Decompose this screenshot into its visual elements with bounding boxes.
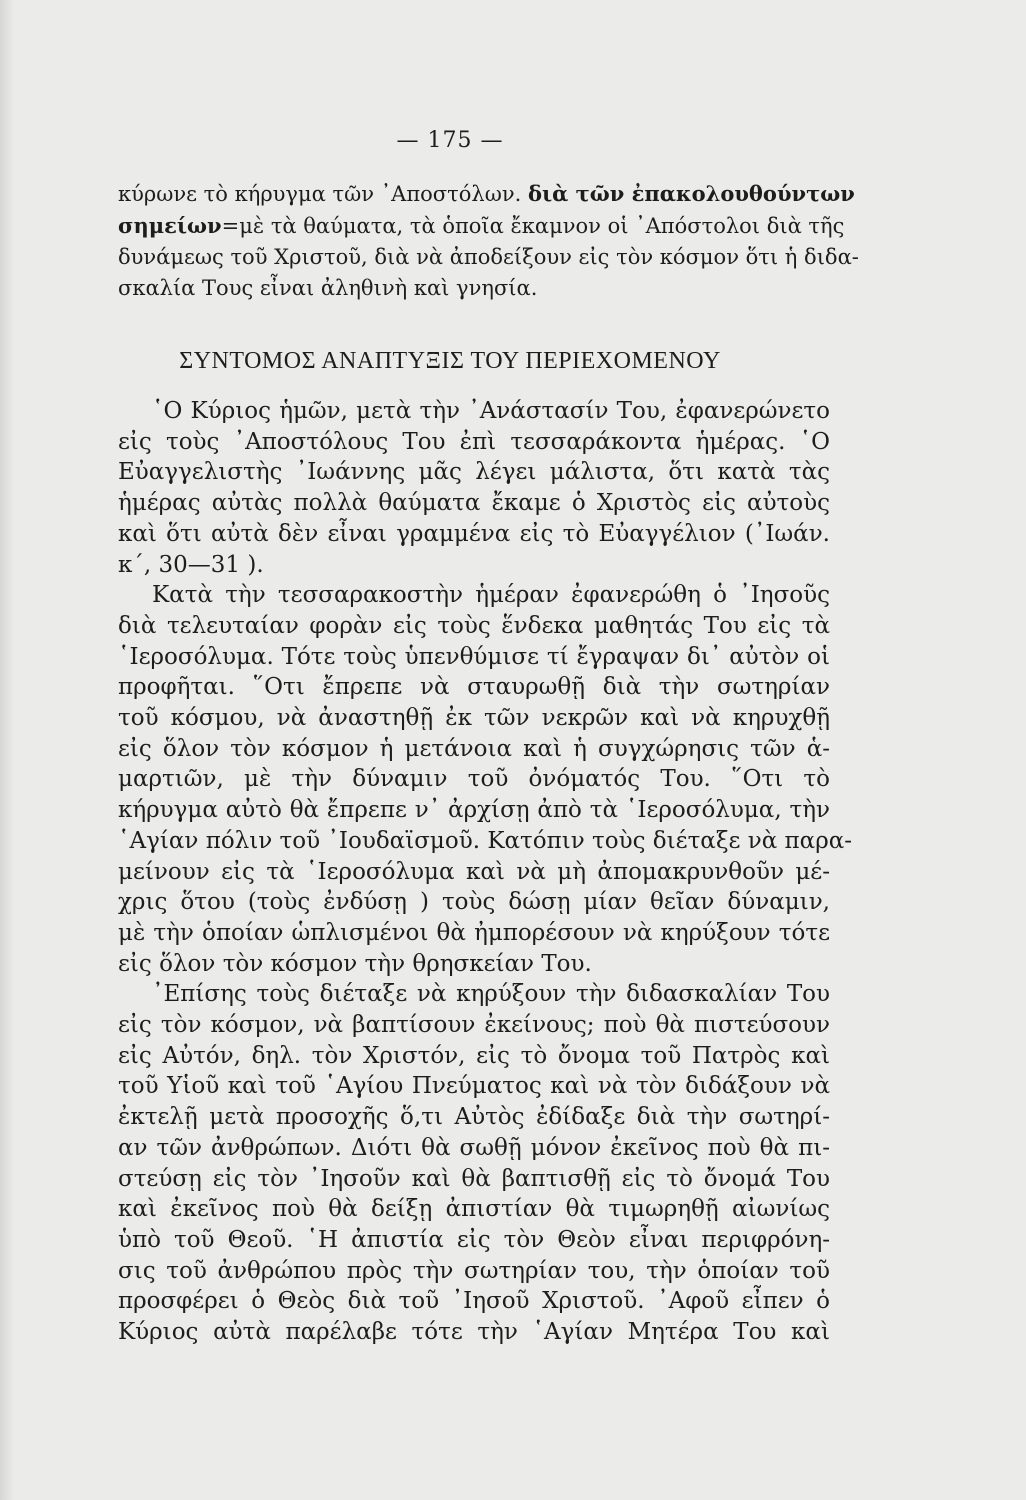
body-line: εἰς ὅλον τὸν κόσμον τὴν θρησκείαν Του. bbox=[118, 950, 592, 977]
body-line: εἰς ὅλον τὸν κόσμον ἡ μετάνοια καὶ ἡ συγχώρησις τῶν ἁ- bbox=[118, 735, 830, 762]
intro-line-1 bbox=[118, 178, 855, 210]
body-line: προφῆται. ῞Οτι ἔπρεπε νὰ σταυρωθῇ διὰ τὴν σωτηρίαν bbox=[118, 674, 830, 701]
body-line: ἐκτελῇ μετὰ προσοχῆς ὅ,τι Αὐτὸς ἐδίδαξε διὰ τὴν σωτηρί- bbox=[118, 1104, 830, 1131]
body-line: καὶ ἐκεῖνος ποὺ θὰ δείξῃ ἀπιστίαν θὰ τιμωρηθῇ αἰωνίως bbox=[118, 1196, 830, 1223]
body-line: μείνουν εἰς τὰ ῾Ιεροσόλυμα καὶ νὰ μὴ ἀπομακρυνθοῦν μέ- bbox=[118, 858, 830, 885]
intro-line-2-normal: =μὲ τὰ θαύματα, τὰ ὁποῖα ἔκαμνον οἱ ᾿Απόστολοι διὰ τῆς bbox=[221, 214, 845, 238]
body-line: σις τοῦ ἀνθρώπου πρὸς τὴν σωτηρίαν του, τὴν ὁποίαν τοῦ bbox=[118, 1257, 830, 1284]
body-line: χρις ὅτου (τοὺς ἐνδύσῃ ) τοὺς δώσῃ μίαν θεῖαν δύναμιν, bbox=[118, 889, 830, 916]
body-line: στεύσῃ εἰς τὸν ᾿Ιησοῦν καὶ θὰ βαπτισθῇ εἰς τὸ ὄνομά Του bbox=[118, 1165, 830, 1192]
body-line: ῾Ιεροσόλυμα. Τότε τοὺς ὑπενθύμισε τί ἔγραψαν δι᾿ αὐτὸν οἱ bbox=[118, 643, 830, 670]
body-line: ἡμέρας αὐτὰς πολλὰ θαύματα ἔκαμε ὁ Χριστὸς εἰς αὐτοὺς bbox=[118, 490, 830, 517]
intro-line-2-bold: σημείων bbox=[118, 213, 222, 238]
intro-line-2 bbox=[118, 210, 845, 242]
body-line: καὶ ὅτι αὐτὰ δὲν εἶναι γραμμένα εἰς τὸ Εὐαγγέλιον (᾿Ιωάν. bbox=[118, 520, 830, 547]
body-line: ῾Ο Κύριος ἡμῶν, μετὰ τὴν ᾿Ανάστασίν Του, ἐφανερώνετο bbox=[152, 398, 830, 424]
body-line: Εὐαγγελιστὴς ᾿Ιωάννης μᾶς λέγει μάλιστα, ὅτι κατὰ τὰς bbox=[118, 459, 830, 486]
body-line: μαρτιῶν, μὲ τὴν δύναμιν τοῦ ὀνόματός Του. ῞Οτι τὸ bbox=[118, 766, 830, 793]
intro-line-1-bold: διὰ τῶν ἐπακολουθούντων bbox=[527, 181, 855, 206]
intro-line-3: δυνάμεως τοῦ Χριστοῦ, διὰ νὰ ἀποδείξουν εἰς τὸν κόσμον ὅτι ἡ διδα- bbox=[118, 245, 859, 269]
intro-line-1-normal: κύρωνε τὸ κήρυγμα τῶν ᾿Αποστόλων. bbox=[118, 182, 528, 206]
body-line: αν τῶν ἀνθρώπων. Διότι θὰ σωθῇ μόνον ἐκεῖνος ποὺ θὰ πι- bbox=[118, 1134, 830, 1161]
body-line: εἰς Αὐτόν, δηλ. τὸν Χριστόν, εἰς τὸ ὄνομα τοῦ Πατρὸς καὶ bbox=[118, 1042, 830, 1069]
body-line: ὑπὸ τοῦ Θεοῦ. ῾Η ἀπιστία εἰς τὸν Θεὸν εἶναι περιφρόνη- bbox=[118, 1226, 830, 1253]
body-line: μὲ τὴν ὁποίαν ὡπλισμένοι θὰ ἠμπορέσουν νὰ κηρύξουν τότε bbox=[118, 919, 830, 946]
body-line: τοῦ Υἱοῦ καὶ τοῦ ῾Αγίου Πνεύματος καὶ νὰ τὸν διδάξουν νὰ bbox=[118, 1073, 830, 1100]
body-line: τοῦ κόσμου, νὰ ἀναστηθῇ ἐκ τῶν νεκρῶν καὶ νὰ κηρυχθῇ bbox=[118, 705, 830, 732]
body-line: κήρυγμα αὐτὸ θὰ ἔπρεπε ν᾿ ἀρχίσῃ ἀπὸ τὰ ῾Ιεροσόλυμα, τὴν bbox=[118, 797, 830, 824]
page-edge-shadow bbox=[0, 0, 14, 1500]
section-heading: ΣΥΝΤΟΜΟΣ ΑΝΑΠΤΥΞΙΣ ΤΟΥ ΠΕΡΙΕΧΟΜΕΝΟΥ bbox=[179, 348, 721, 374]
body-line: προσφέρει ὁ Θεὸς διὰ τοῦ ᾿Ιησοῦ Χριστοῦ. ᾿Αφοῦ εἶπεν ὁ bbox=[118, 1288, 830, 1315]
body-line: εἰς τὸν κόσμον, νὰ βαπτίσουν ἐκείνους; ποὺ θὰ πιστεύσουν bbox=[118, 1012, 830, 1039]
body-text bbox=[118, 396, 853, 1348]
body-line: Κατὰ τὴν τεσσαρακοστὴν ἡμέραν ἐφανερώθη ὁ ᾿Ιησοῦς bbox=[152, 582, 830, 609]
body-line: διὰ τελευταίαν φορὰν εἰς τοὺς ἕνδεκα μαθητάς Του εἰς τὰ bbox=[118, 612, 830, 639]
body-line: ῾Αγίαν πόλιν τοῦ ᾿Ιουδαϊσμοῦ. Κατόπιν τοὺς διέταξε νὰ παρα- bbox=[118, 827, 853, 854]
body-line: Κύριος αὐτὰ παρέλαβε τότε τὴν ῾Αγίαν Μητέρα Του καὶ bbox=[118, 1319, 830, 1346]
body-line: εἰς τοὺς ᾿Αποστόλους Του ἐπὶ τεσσαράκοντα ἡμέρας. ῾Ο bbox=[118, 428, 830, 455]
page-number: — 175 — bbox=[396, 128, 504, 153]
body-line: ᾿Επίσης τοὺς διέταξε νὰ κηρύξουν τὴν διδασκαλίαν Του bbox=[152, 981, 830, 1008]
body-line: κ΄, 30—31 ). bbox=[118, 551, 264, 578]
intro-paragraph bbox=[118, 178, 859, 304]
intro-line-4: σκαλία Τους εἶναι ἀληθινὴ καὶ γνησία. bbox=[118, 276, 538, 300]
